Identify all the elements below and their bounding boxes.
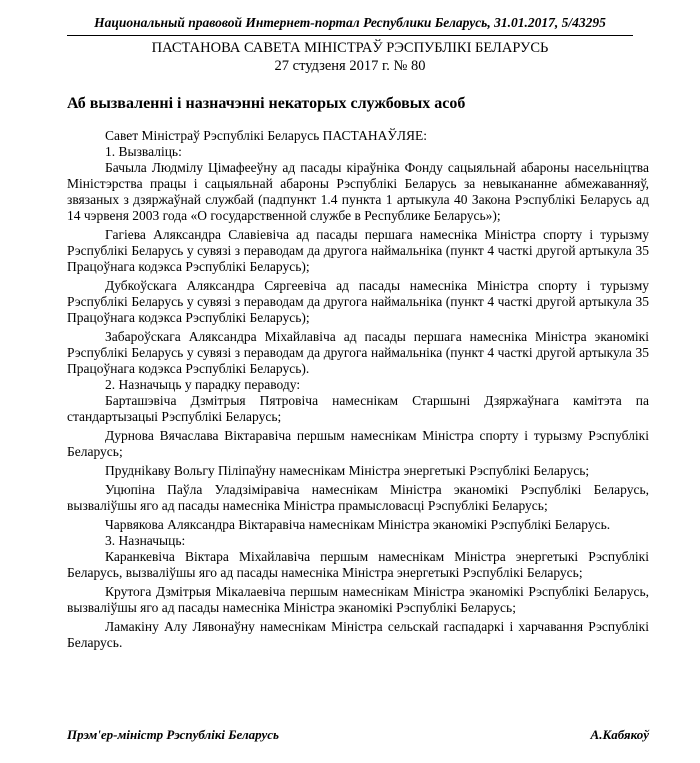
paragraph: Ламакіну Алу Лявонаўну намеснікам Міністра сельскай гаспадаркі і харчавання Рэспублікі Беларусь. <box>67 619 649 650</box>
paragraph: Уцюпіна Паўла Уладзіміравіча намеснікам Міністра эканомікі Рэспублікі Беларусь, вызваліўшы яго ад пасады намесніка Міністра прамысловасці Рэспублікі Беларусь; <box>67 482 649 513</box>
document-body <box>67 128 649 654</box>
section-1-title: 1. Вызваліць: <box>105 144 182 159</box>
header-divider <box>67 35 633 36</box>
document-title: ПАСТАНОВА САВЕТА МІНІСТРАЎ РЭСПУБЛІКІ БЕЛАРУСЬ <box>151 40 549 56</box>
paragraph: Бачыла Людмілу Цімафееўну ад пасады кіраўніка Фонду сацыяльнай абароны насельніцтва Міністэрства працы і сацыяльнай абароны Рэспублікі Беларусь за невыкананне абмежаванняў, звязаных з дзяржаўнай службай (падпункт 1.4 пункта 1 артыкула 40 Закона Рэспублікі Беларусь ад 14 чэрвеня 2003 года «О государственной службе в Республике Беларусь»); <box>67 160 649 223</box>
paragraph: Прудніkaву Вольгу Піліпаўну намеснікам Міністра энергетыкі Рэспублікі Беларусь; <box>105 463 590 478</box>
preamble: Савет Міністраў Рэспублікі Беларусь ПАСТАНАЎЛЯЕ: <box>105 128 428 143</box>
paragraph: Дурнова Вячаслава Віктаравіча першым намеснікам Міністра спорту і турызму Рэспублікі Беларусь; <box>67 428 649 459</box>
signatory-position: Прэм'ер-міністр Рэспублікі Беларусь <box>67 727 279 742</box>
paragraph: Гагіева Аляксандра Славіевіча ад пасады першага намесніка Міністра спорту і турызму Рэспублікі Беларусь у сувязі з пераводам да другога наймальніка (пункт 4 часткі другой артыкула 35 Працоўнага кодэкса Рэспублікі Беларусь); <box>67 227 649 274</box>
document-heading: Аб вызваленні і назначэнні некаторых службовых асоб <box>67 95 466 112</box>
document-date-number: 27 студзеня 2017 г. № 80 <box>274 58 426 74</box>
paragraph: Забароўскага Аляксандра Міхайлавіча ад пасады першага намесніка Міністра эканомікі Рэспублікі Беларусь у сувязі з пераводам да другога наймальніка (пункт 4 часткі другой артыкула 35 Працоўнага кодэкса Рэспублікі Беларусь). <box>67 329 649 376</box>
paragraph: Дубкоўскага Аляксандра Сяргеевіча ад пасады намесніка Міністра спорту і турызму Рэспублікі Беларусь у сувязі з пераводам да другога наймальніка (пункт 4 часткі другой артыкула 35 Працоўнага кодэкса Рэспублікі Беларусь); <box>67 278 649 325</box>
paragraph: Крутога Дзмітрыя Мікалаевіча першым намеснікам Міністра эканомікі Рэспублікі Беларусь, вызваліўшы яго ад пасады намесніка Міністра эканомікі Рэспублікі Беларусь; <box>67 584 649 615</box>
paragraph: Чарвякова Аляксандра Віктаравіча намеснікам Міністра эканомікі Рэспублікі Беларусь. <box>105 517 611 532</box>
paragraph: Каранкевіча Віктара Міхайлавіча першым намеснікам Міністра энергетыкі Рэспублікі Беларусь, вызваліўшы яго ад пасады намесніка Міністра энергетыкі Рэспублікі Беларусь; <box>67 549 649 580</box>
paragraph: Барташэвіча Дзмітрыя Пятровіча намеснікам Старшыні Дзяржаўнага камітэта па стандартызацыі Рэспублікі Беларусь; <box>67 393 649 424</box>
signatory-name: А.Кабякоў <box>590 727 649 742</box>
portal-header: Национальный правовой Интернет-портал Республики Беларусь, 31.01.2017, 5/43295 <box>94 15 606 30</box>
section-2-title: 2. Назначыць у парадку пераводу: <box>105 377 301 392</box>
section-3-title: 3. Назначыць: <box>105 533 186 548</box>
